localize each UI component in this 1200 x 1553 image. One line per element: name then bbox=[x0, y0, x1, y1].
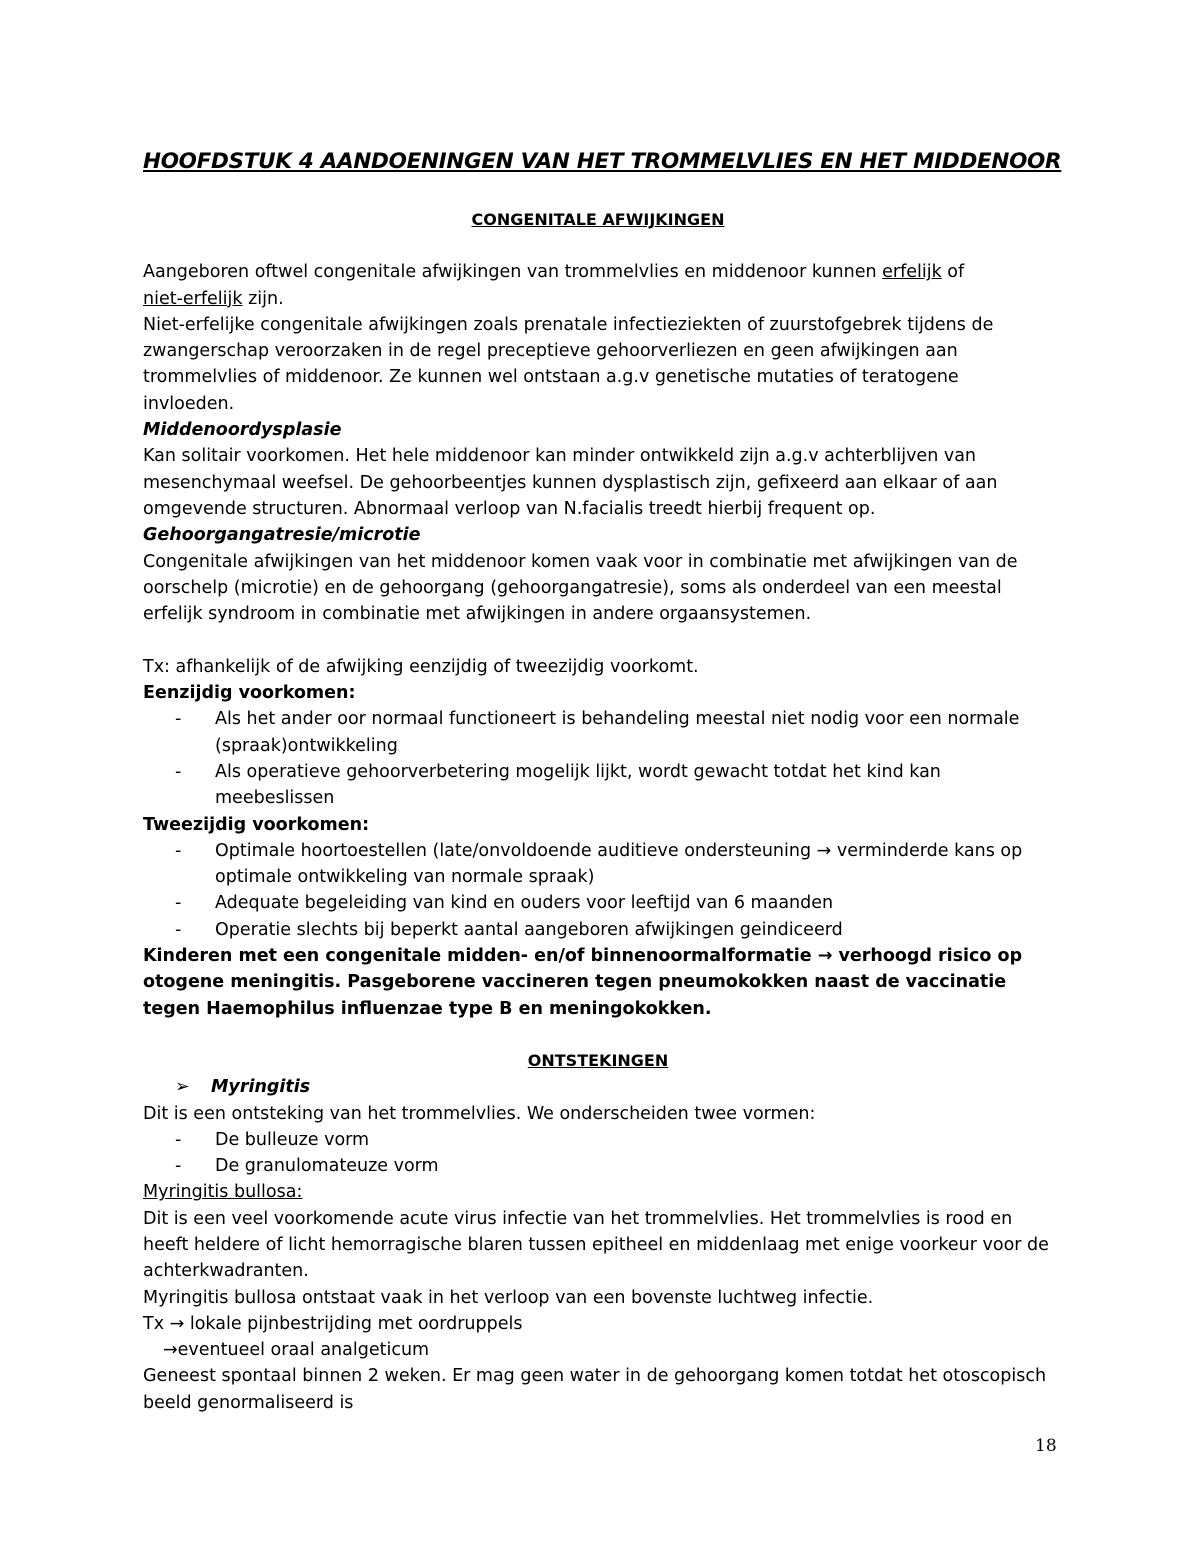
list-item: - Optimale hoortoestellen (late/onvoldoende auditieve ondersteuning → verminderde kans op optimale ontwikkeling van normale spraak) bbox=[143, 838, 1053, 891]
bullet-myringitis bbox=[143, 1074, 1053, 1100]
subheading-middenoordysplasie: Middenoordysplasie bbox=[143, 420, 342, 441]
treatment-line-1: Tx → lokale pijnbestrijding met oordruppels bbox=[143, 1313, 523, 1334]
myringitis-heading: Myringitis bbox=[211, 1077, 311, 1098]
subheading-gehoorgangatresie: Gehoorgangatresie/microtie bbox=[143, 525, 421, 546]
section-heading-congenitale: CONGENITALE AFWIJKINGEN bbox=[471, 210, 725, 229]
page-content bbox=[143, 147, 1062, 1416]
paragraph-niet-erfelijk: Niet-erfelijke congenitale afwijkingen zoals prenatale infectieziekten of zuurstofgebrek tijdens de zwangerschap veroorzaken in de regel preceptieve gehoorverliezen en geen afwijkingen aan trommelvlies of middenoor. Ze kunnen wel ontstaan a.g.v genetische mutaties of teratogene invloeden. bbox=[143, 314, 994, 414]
paragraph-middenoordysplasie: Kan solitair voorkomen. Het hele middenoor kan minder ontwikkeld zijn a.g.v achterblijven van mesenchymaal weefsel. De gehoorbeentjes kunnen dysplastisch zijn, gefixeerd aan elkaar of aan omgevende structuren. Abnormaal verloop van N.facialis treedt hierbij frequent op. bbox=[143, 446, 998, 519]
section-heading-ontstekingen: ONTSTEKINGEN bbox=[527, 1051, 669, 1071]
treatment-line-2: →eventueel oraal analgeticum bbox=[163, 1340, 430, 1361]
spacer bbox=[143, 233, 1053, 259]
paragraph-bullosa: Dit is een veel voorkomende acute virus infectie van het trommelvlies. Het trommelvlies is rood en heeft heldere of licht hemorragische blaren tussen epitheel en middenlaag met enige voorkeur voor de achterkwadranten. bbox=[143, 1208, 1049, 1282]
paragraph-gehoorgangatresie: Congenitale afwijkingen van het middenoor komen vaak voor in combinatie met afwijkingen van de oorschelp (microtie) en de gehoorgang (gehoorgangatresie), soms als onderdeel van een meestal erfelijk syndroom in combinatie met afwijkingen in andere orgaansystemen. bbox=[143, 551, 1018, 625]
paragraph-intro bbox=[143, 259, 1053, 312]
list-item: - Als operatieve gehoorverbetering mogelijk lijkt, wordt gewacht totdat het kind kan meebeslissen bbox=[143, 759, 1053, 812]
subheading-eenzijdig: Eenzijdig voorkomen: bbox=[143, 683, 356, 704]
subheading-tweezijdig: Tweezijdig voorkomen: bbox=[143, 814, 370, 835]
spacer bbox=[143, 627, 1053, 653]
paragraph-genees: Geneest spontaal binnen 2 weken. Er mag geen water in de gehoorgang komen totdat het otoscopisch beeld genormaliseerd is bbox=[143, 1366, 1047, 1413]
intro-text-b: of bbox=[941, 262, 965, 283]
list-item: - De bulleuze vorm bbox=[143, 1127, 1053, 1153]
page-number: 18 bbox=[1035, 1436, 1057, 1456]
list-item: - Operatie slechts bij beperkt aantal aangeboren afwijkingen geindiceerd bbox=[143, 917, 1053, 943]
list-tweezijdig bbox=[143, 838, 1053, 943]
paragraph-tx: Tx: afhankelijk of de afwijking eenzijdig of tweezijdig voorkomt. bbox=[143, 656, 699, 677]
niet-erfelijk-term: niet-erfelijk bbox=[143, 288, 243, 309]
list-vormen bbox=[143, 1127, 1053, 1180]
list-item: - De granulomateuze vorm bbox=[143, 1153, 1053, 1179]
arrow-bullet-icon: ➢ bbox=[175, 1077, 190, 1098]
chapter-title: HOOFDSTUK 4 AANDOENINGEN VAN HET TROMMELVLIES EN HET MIDDENOOR bbox=[143, 149, 1062, 174]
paragraph-meningitis-warning: Kinderen met een congenitale midden- en/of binnenoormalformatie → verhoogd risico op otogene meningitis. Pasgeborene vaccineren tegen pneumokokken naast de vaccinatie tegen Haemophilus influenzae type B en meningokokken. bbox=[143, 946, 1023, 1019]
intro-text-a: Aangeboren oftwel congenitale afwijkingen van trommelvlies en middenoor kunnen bbox=[143, 262, 883, 283]
intro-text-c: zijn. bbox=[242, 288, 284, 309]
paragraph-bullosa-2: Myringitis bullosa ontstaat vaak in het verloop van een bovenste luchtweg infectie. bbox=[143, 1287, 874, 1308]
list-item: - Als het ander oor normaal functioneert is behandeling meestal niet nodig voor een normale (spraak)ontwikkeling bbox=[143, 706, 1053, 759]
spacer bbox=[143, 1022, 1053, 1048]
list-eenzijdig bbox=[143, 706, 1053, 811]
erfelijk-term: erfelijk bbox=[882, 262, 942, 283]
list-item: - Adequate begeleiding van kind en ouders voor leeftijd van 6 maanden bbox=[143, 890, 1053, 916]
paragraph-myringitis-intro: Dit is een ontsteking van het trommelvlies. We onderscheiden twee vormen: bbox=[143, 1103, 816, 1124]
subheading-myringitis-bullosa: Myringitis bullosa: bbox=[143, 1182, 303, 1203]
